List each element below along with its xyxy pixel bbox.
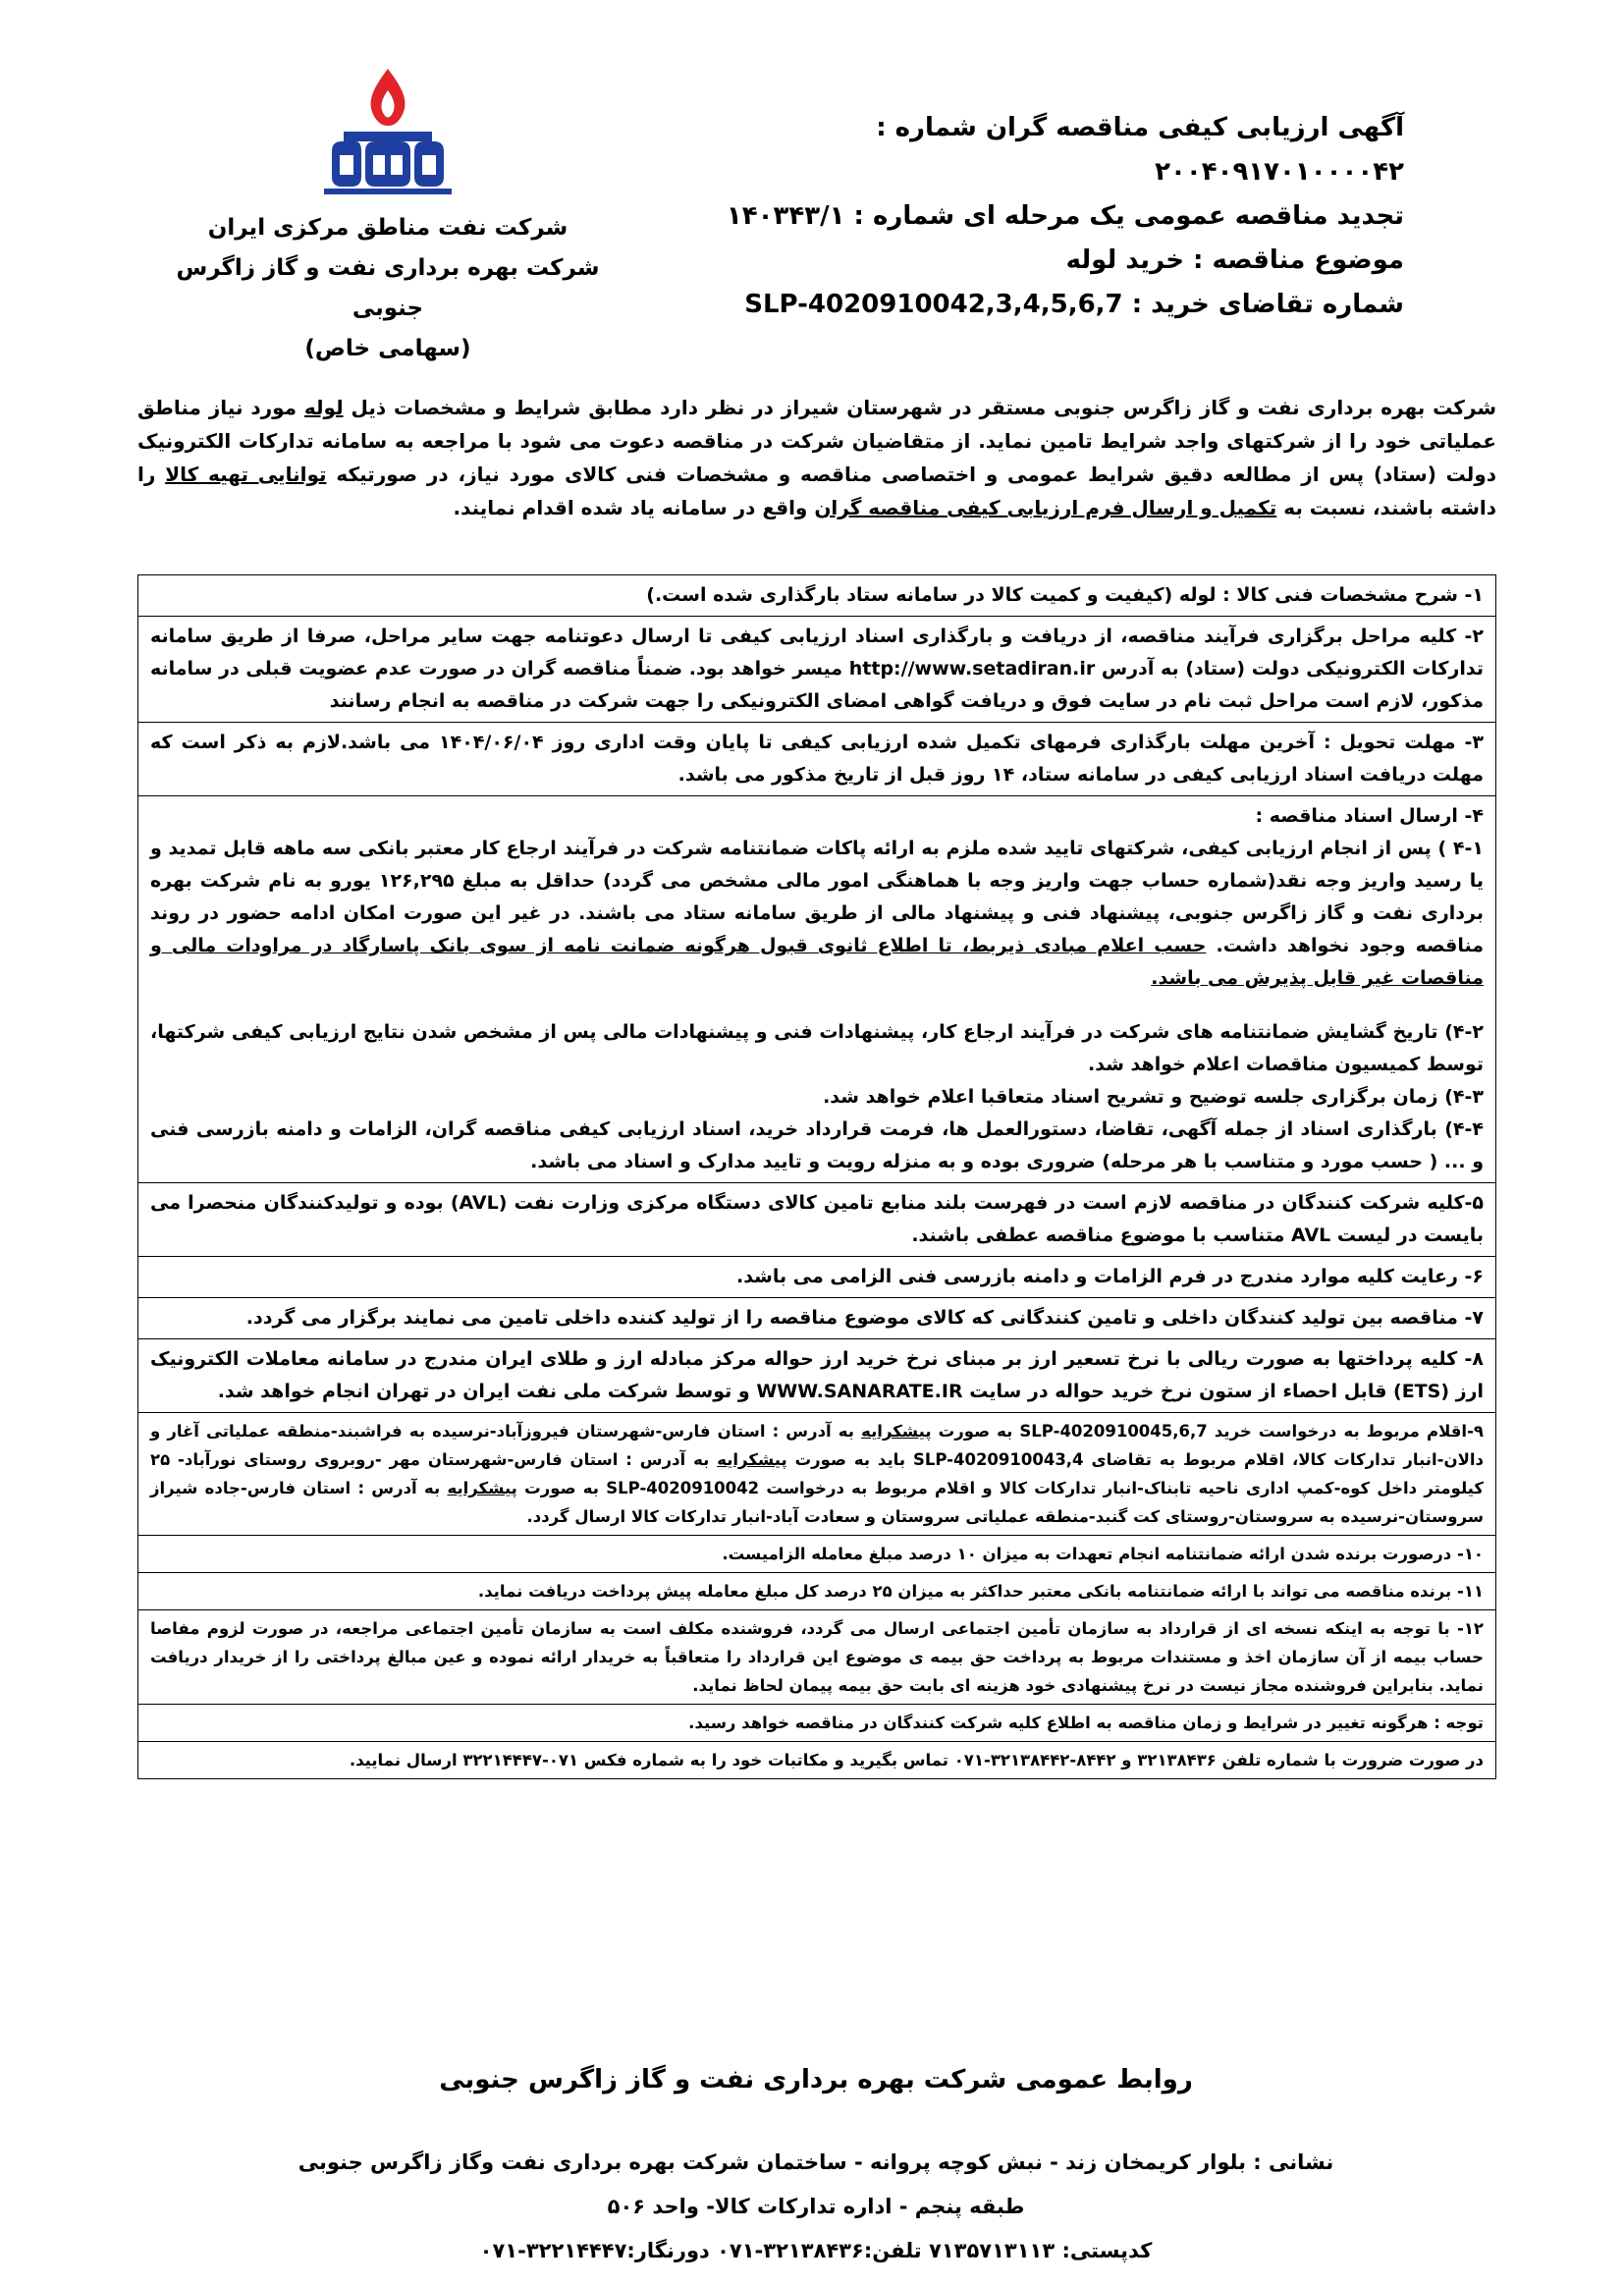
company-name-block (147, 208, 628, 369)
header-line-2: تجدید مناقصه عمومی یک مرحله ای شماره : ۱۴۰۳۴۳/۱ (726, 201, 1404, 231)
contact-row: در صورت ضرورت با شماره تلفن ۳۲۱۳۸۴۳۶ و ۸۴۴۲-۳۲۱۳۸۴۴۲-۰۷۱ تماس بگیرید و مکاتبات خود را به شماره فکس ۰۷۱-۳۲۲۱۴۴۴۷ ارسال نمایید. (349, 1751, 1484, 1769)
company-line-1: شرکت نفت مناطق مرکزی ایران (207, 215, 568, 241)
address-line-1: نشانی : بلوار کریمخان زند - نبش کوچه پروانه - ساختمان شرکت بهره برداری نفت وگاز زاگرس جنوبی (298, 2150, 1334, 2174)
header-line-3 (658, 239, 1404, 283)
item-2: ۲- کلیه مراحل برگزاری فرآیند مناقصه، از دریافت و بارگذاری اسناد ارزیابی کیفی تا ارسال دعوتنامه جهت سایر مراحل، صرفا از طریق سامانه تدارکات الکترونیکی دولت (ستاد) به آدرس http://www.setadiran.ir میسر خواهد بود. ضمناً مناقصه گران در صورت عدم عضویت قبلی در سامانه مذکور، لازم است مراحل ثبت نام در سایت فوق و دریافت گواهی امضای الکترونیکی را جهت شرکت در مناقصه به انجام رسانند (138, 617, 1495, 723)
header-line-1: آگهی ارزیابی کیفی مناقصه گران شماره : ۲۰۰۴۰۹۱۷۰۱۰۰۰۰۴۲ (876, 113, 1404, 187)
item-12: ۱۲- با توجه به اینکه نسخه ای از قرارداد به سازمان تأمین اجتماعی ارسال می گردد، فروشنده مکلف است به سازمان تأمین اجتماعی مراجعه، در صورت لزوم مفاصا حساب بیمه از آن سازمان اخذ و مستندات مربوط به پرداخت حق بیمه ی موضوع این قرارداد را متعاقباً به خریدار ارائه نموده و عین مبالغ پرداختی را از خریدار دریافت نماید. بنابراین فروشنده مجاز نیست در نرخ پیشنهادی خود هزینه ای بابت حق بیمه پیمان لحاظ نماید. (138, 1610, 1495, 1705)
intro-text-1: شرکت بهره برداری نفت و گاز زاگرس جنوبی مستقر در شهرستان شیراز در نظر دارد مطابق شرایط و مشخصات ذیل (351, 396, 1497, 419)
purchase-request-value: SLP-4020910042,3,4,5,6,7 (744, 290, 1123, 319)
item-10: ۱۰- درصورت برنده شدن ارائه ضمانتنامه انجام تعهدات به میزان ۱۰ درصد مبلغ معامله الزامیست. (138, 1536, 1495, 1573)
item-9: ۹-اقلام مربوط به درخواست خرید SLP-4020910045,6,7 به صورت پیشکرایه به آدرس : استان فارس-شهرستان فیروزآباد-نرسیده به فراشبند-منطقه عملیاتی آغار و دالان-انبار تدارکات کالا، اقلام مربوط به تقاضای SLP-4020910043,4 باید به صورت پیشکرایه به آدرس : استان فارس-شهرستان مهر -روبروی روستای نورآباد- ۲۵ کیلومتر داخل کوه-کمپ اداری ناحیه تابناک-انبار تدارکات کالا و اقلام مربوط به درخواست SLP-4020910042 به صورت پیشکرایه به آدرس : استان فارس-جاده شیراز سروستان-نرسیده به سروستان-روستای کت گنبد-منطقه عملیاتی سروستان و سعادت آباد-انبار تدارکات کالا ارسال گردد. (138, 1413, 1495, 1536)
announcement-header (658, 106, 1404, 327)
company-line-3: (سهامی خاص) (304, 336, 471, 361)
item-5: ۵-کلیه شرکت کنندگان در مناقصه لازم است در فهرست بلند منابع تامین کالای دستگاه مرکزی وزارت نفت (AVL) بوده و تولیدکنندگان منحصرا می بایست در لیست AVL متناسب با موضوع مناقصه عطفی باشند. (138, 1183, 1495, 1257)
item-3: ۳- مهلت تحویل : آخرین مهلت بارگذاری فرمهای تکمیل شده ارزیابی کیفی تا پایان وقت اداری روز ۱۴۰۴/۰۶/۰۴ می باشد.لازم به ذکر است که مهلت دریافت اسناد ارزیابی کیفی در سامانه ستاد، ۱۴ روز قبل از تاریخ مذکور می باشد. (138, 723, 1495, 796)
intro-paragraph (137, 391, 1496, 524)
header-line-4 (658, 283, 1404, 327)
address-line-3: کدپستی: ۷۱۳۵۷۱۳۱۱۳ تلفن:۳۲۱۳۸۴۳۶-۰۷۱ دورنگار:۳۲۲۱۴۴۴۷-۰۷۱ (479, 2239, 1153, 2262)
intro-underlined-3: تکمیل و ارسال فرم ارزیابی کیفی مناقصه گران (814, 496, 1277, 519)
address-line-2: طبقه پنجم - اداره تدارکات کالا- واحد ۵۰۶ (607, 2195, 1025, 2218)
address-block (137, 2141, 1494, 2273)
subject-value: خرید لوله (1065, 245, 1184, 275)
item-6: ۶- رعایت کلیه موارد مندرج در فرم الزامات و دامنه بازرسی فنی الزامی می باشد. (138, 1257, 1495, 1298)
subject-label: موضوع مناقصه : (1193, 245, 1404, 275)
item-7: ۷- مناقصه بین تولید کنندگان داخلی و تامین کنندگانی که کالای موضوع مناقصه را از تولید کننده داخلی تامین می نمایند برگزار می گردد. (138, 1298, 1495, 1339)
setadiran-link[interactable]: http://www.setadiran.ir (848, 658, 1096, 680)
item-11: ۱۱- برنده مناقصه می تواند با ارائه ضمانتنامه بانکی معتبر حداکثر به میزان ۲۵ درصد کل مبلغ معامله پیش پرداخت دریافت نماید. (138, 1573, 1495, 1610)
pasargad-notice: حسب اعلام مبادی ذیربط، تا اطلاع ثانوی قبول هرگونه ضمانت نامه از سوی بانک پاسارگاد در مراودات مالی و مناقصات غیر قابل پذیرش می باشد. (150, 935, 1484, 989)
company-line-2: شرکت بهره برداری نفت و گاز زاگرس جنوبی (176, 255, 600, 321)
intro-underlined-2: توانایی تهیه کالا (165, 462, 327, 486)
intro-underlined-1: لوله (303, 396, 344, 419)
intro-text-2: مورد نیاز مناطق عملیاتی خود را از شرکتهای واجد شرایط تامین نماید. از متقاضیان شرکت در مناقصه دعوت می شود با مراجعه به سامانه تدارکات الکترونیک دولت (ستاد) پس از مطالعه دقیق شرایط عمومی و اختصاصی مناقصه و مشخصات فنی کالای مورد نیاز، در صورتیکه (137, 396, 1497, 486)
intro-text-3: را داشته باشند، نسبت به (137, 462, 1496, 519)
purchase-request-label: شماره تقاضای خرید : (1131, 290, 1404, 319)
note-row: توجه : هرگونه تغییر در شرایط و زمان مناقصه به اطلاع کلیه شرکت کنندگان در مناقصه خواهد رسید. (138, 1705, 1495, 1742)
item-1: ۱- شرح مشخصات فنی کالا : لوله (کیفیت و کمیت کالا در سامانه ستاد بارگذاری شده است.) (138, 575, 1495, 617)
item-4: ۴- ارسال اسناد مناقصه : ۴-۱ ) پس از انجام ارزیابی کیفی، شرکتهای تایید شده ملزم به ارائه پاکات ضمانتنامه شرکت در فرآیند ارجاع کار معتبر بانکی سه ماهه قابل تمدید و یا رسید واریز وجه نقد(شماره حساب جهت واریز وجه با هماهنگی امور مالی مشخص می گردد) حداقل به مبلغ ۱۲۶,۲۹۵ یورو به نام شرکت بهره برداری نفت و گاز زاگرس جنوبی، پیشنهاد فنی و پیشنهاد مالی از طریق سامانه ستاد می باشند. در غیر این صورت امکان ادامه حضور در روند مناقصه وجود نخواهد داشت. حسب اعلام مبادی ذیربط، تا اطلاع ثانوی قبول هرگونه ضمانت نامه از سوی بانک پاسارگاد در مراودات مالی و مناقصات غیر قابل پذیرش می باشد. ۴-۲) تاریخ گشایش ضمانتنامه های شرکت در فرآیند ارجاع کار، پیشنهادات فنی و پیشنهادات مالی پس از مشخص شدن نتایج ارزیابی کیفی شرکتها، توسط کمیسیون مناقصات اعلام خواهد شد. ۴-۳) زمان برگزاری جلسه توضیح و تشریح اسناد متعاقبا اعلام خواهد شد. ۴-۴) بارگذاری اسناد از جمله آگهی، تقاضا، دستورالعمل ها، فرمت قرارداد خرید، اسناد ارزیابی کیفی مناقصه گران، الزامات و دامنه بازرسی فنی و ... ( حسب مورد و متناسب با هر مرحله) ضروری بوده و به منزله رویت و تایید مدارک و اسناد می باشد. (138, 796, 1495, 1183)
public-relations-title: روابط عمومی شرکت بهره برداری نفت و گاز زاگرس جنوبی (439, 2065, 1193, 2095)
intro-text-4: واقع در سامانه یاد شده اقدام نمایند. (453, 496, 808, 519)
conditions-table (137, 574, 1496, 1779)
item-8: ۸- کلیه پرداختها به صورت ریالی با نرخ تسعیر ارز بر مبنای نرخ خرید ارز حواله مرکز مبادله ارز و طلای ایران مندرج در سامانه معاملات الکترونیک ارز (ETS) قابل احصاء از ستون نرخ خرید حواله در سایت WWW.SANARATE.IR و توسط شرکت ملی نفت ایران در تهران انجام خواهد شد. (138, 1339, 1495, 1413)
nioc-logo (314, 61, 461, 208)
